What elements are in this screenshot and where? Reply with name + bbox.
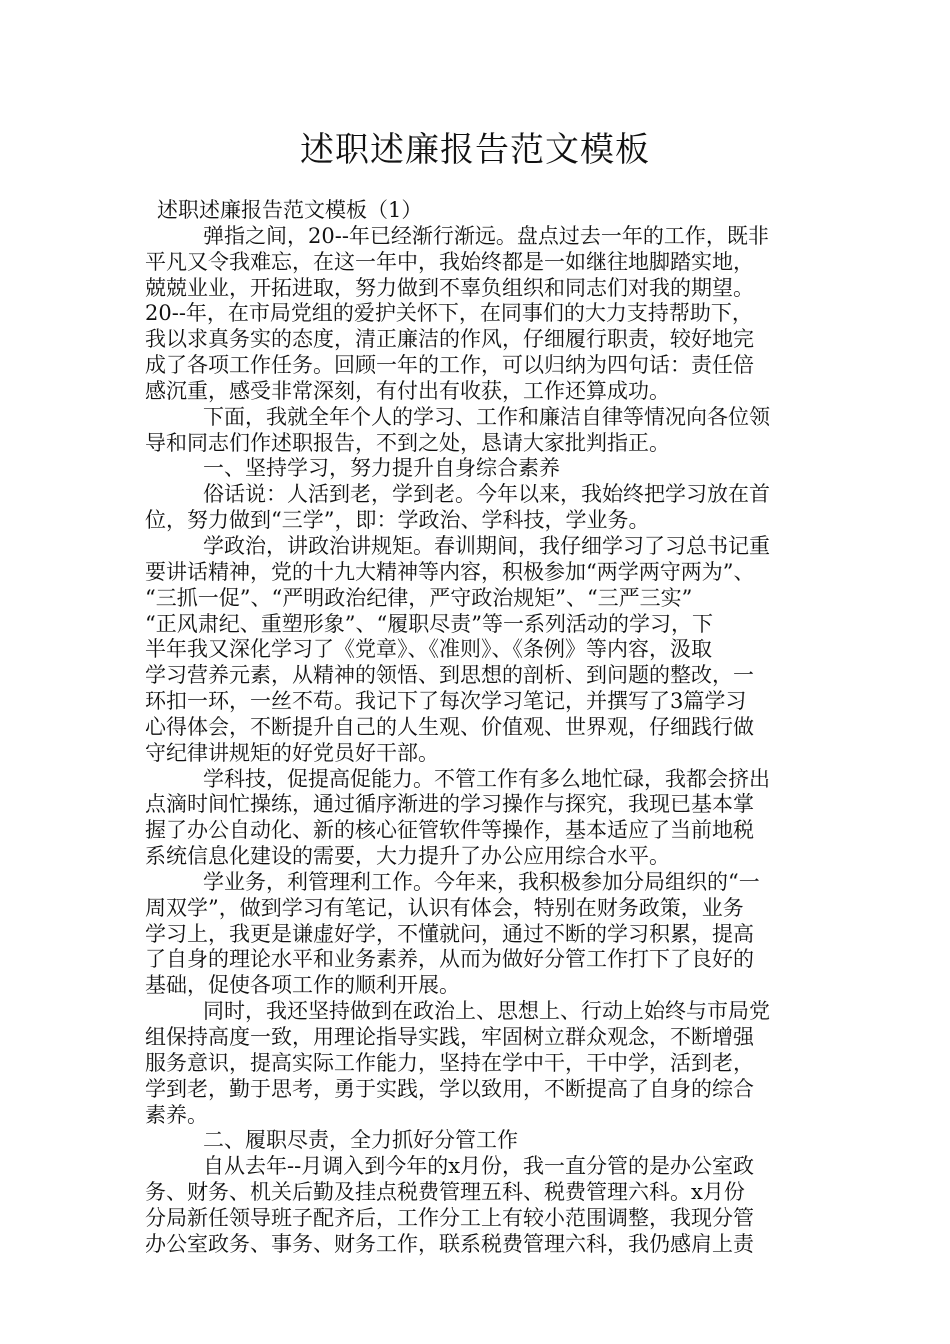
- body-line: 一、坚持学习，努力提升自身综合素养: [203, 456, 560, 481]
- body-line: 俗话说：人活到老，学到老。今年以来，我始终把学习放在首: [203, 482, 770, 507]
- body-line: 组保持高度一致，用理论指导实践，牢固树立群众观念，不断增强: [145, 1025, 754, 1049]
- body-line: 了自身的理论水平和业务素养，从而为做好分管工作打下了良好的: [145, 947, 754, 972]
- body-line: 学习营养元素，从精神的领悟、到思想的剖析、到问题的整改，一: [145, 663, 754, 688]
- body-line: 服务意识，提高实际工作能力，坚持在学中干，干中学，活到老，: [145, 1050, 754, 1075]
- body-line: 20--年，在市局党组的爱护关怀下，在同事们的大力支持帮助下，: [145, 301, 753, 326]
- body-line: 学习上，我更是谦虚好学，不懂就问，通过不断的学习积累，提高: [145, 921, 754, 946]
- body-line: 素养。: [145, 1102, 208, 1127]
- body-line: “正风肃纪、重塑形象”、“履职尽责”等一系列活动的学习，下: [145, 611, 713, 636]
- body-line: 学到老，勤于思考，勇于实践，学以致用，不断提高了自身的综合: [145, 1076, 754, 1101]
- body-line: 基础，促使各项工作的顺利开展。: [145, 973, 460, 998]
- body-line: 环扣一环，一丝不苟。我记下了每次学习笔记，并撰写了3篇学习: [145, 689, 747, 714]
- body-line: 感沉重，感受非常深刻，有付出有收获，工作还算成功。: [145, 378, 670, 403]
- section-subtitle: 述职述廉报告范文模板（1）: [157, 198, 423, 222]
- body-line: 务、财务、机关后勤及挂点税费管理五科、税费管理六科。x月份: [145, 1180, 745, 1205]
- body-line: 我以求真务实的态度，清正廉洁的作风，仔细履行职责，较好地完: [145, 327, 754, 352]
- body-line: 分局新任领导班子配齐后，工作分工上有较小范围调整，我现分管: [145, 1205, 754, 1230]
- body-line: 点滴时间忙操练，通过循序渐进的学习操作与探究，我现已基本掌: [145, 792, 754, 817]
- document-title: 述职述廉报告范文模板: [300, 130, 650, 170]
- body-line: 要讲话精神，党的十九大精神等内容，积极参加“两学两守两为”、: [145, 559, 755, 584]
- body-line: 二、履职尽责，全力抓好分管工作: [203, 1128, 518, 1153]
- body-line: 平凡又令我难忘，在这一年中，我始终都是一如继往地脚踏实地，: [145, 249, 754, 274]
- body-line: 弹指之间，20--年已经渐行渐远。盘点过去一年的工作，既非: [203, 223, 769, 248]
- body-line: 心得体会，不断提升自己的人生观、价值观、世界观，仔细践行做: [145, 714, 754, 739]
- body-line: 半年我又深化学习了《党章》、《准则》、《条例》等内容，汲取: [145, 637, 712, 662]
- body-line: 系统信息化建设的需要，大力提升了办公应用综合水平。: [145, 844, 670, 869]
- body-line: 握了办公自动化、新的核心征管软件等操作，基本适应了当前地税: [145, 818, 754, 843]
- body-line: 学业务，利管理利工作。今年来，我积极参加分局组织的“一: [203, 869, 760, 894]
- body-line: 下面，我就全年个人的学习、工作和廉洁自律等情况向各位领: [203, 404, 770, 429]
- document-body: [145, 198, 825, 1258]
- body-line: “三抓一促”、“严明政治纪律，严守政治规矩”、“三严三实”: [145, 585, 693, 610]
- body-line: 周双学”，做到学习有笔记，认识有体会，特别在财务政策，业务: [145, 895, 744, 920]
- body-line: 办公室政务、事务、财务工作，联系税费管理六科，我仍感肩上责: [145, 1231, 754, 1256]
- body-line: 学科技，促提高促能力。不管工作有多么地忙碌，我都会挤出: [203, 766, 770, 791]
- body-line: 成了各项工作任务。回顾一年的工作，可以归纳为四句话：责任倍: [145, 353, 754, 378]
- body-line: 兢兢业业，开拓进取，努力做到不辜负组织和同志们对我的期望。: [145, 275, 754, 300]
- body-line: 位，努力做到“三学”，即：学政治、学科技，学业务。: [145, 508, 650, 533]
- body-line: 守纪律讲规矩的好党员好干部。: [145, 740, 439, 765]
- body-line: 学政治，讲政治讲规矩。春训期间，我仔细学习了习总书记重: [203, 533, 770, 558]
- body-line: 自从去年--月调入到今年的x月份，我一直分管的是办公室政: [203, 1154, 755, 1179]
- body-line: 导和同志们作述职报告，不到之处，恳请大家批判指正。: [145, 430, 670, 455]
- body-line: 同时，我还坚持做到在政治上、思想上、行动上始终与市局党: [203, 999, 770, 1024]
